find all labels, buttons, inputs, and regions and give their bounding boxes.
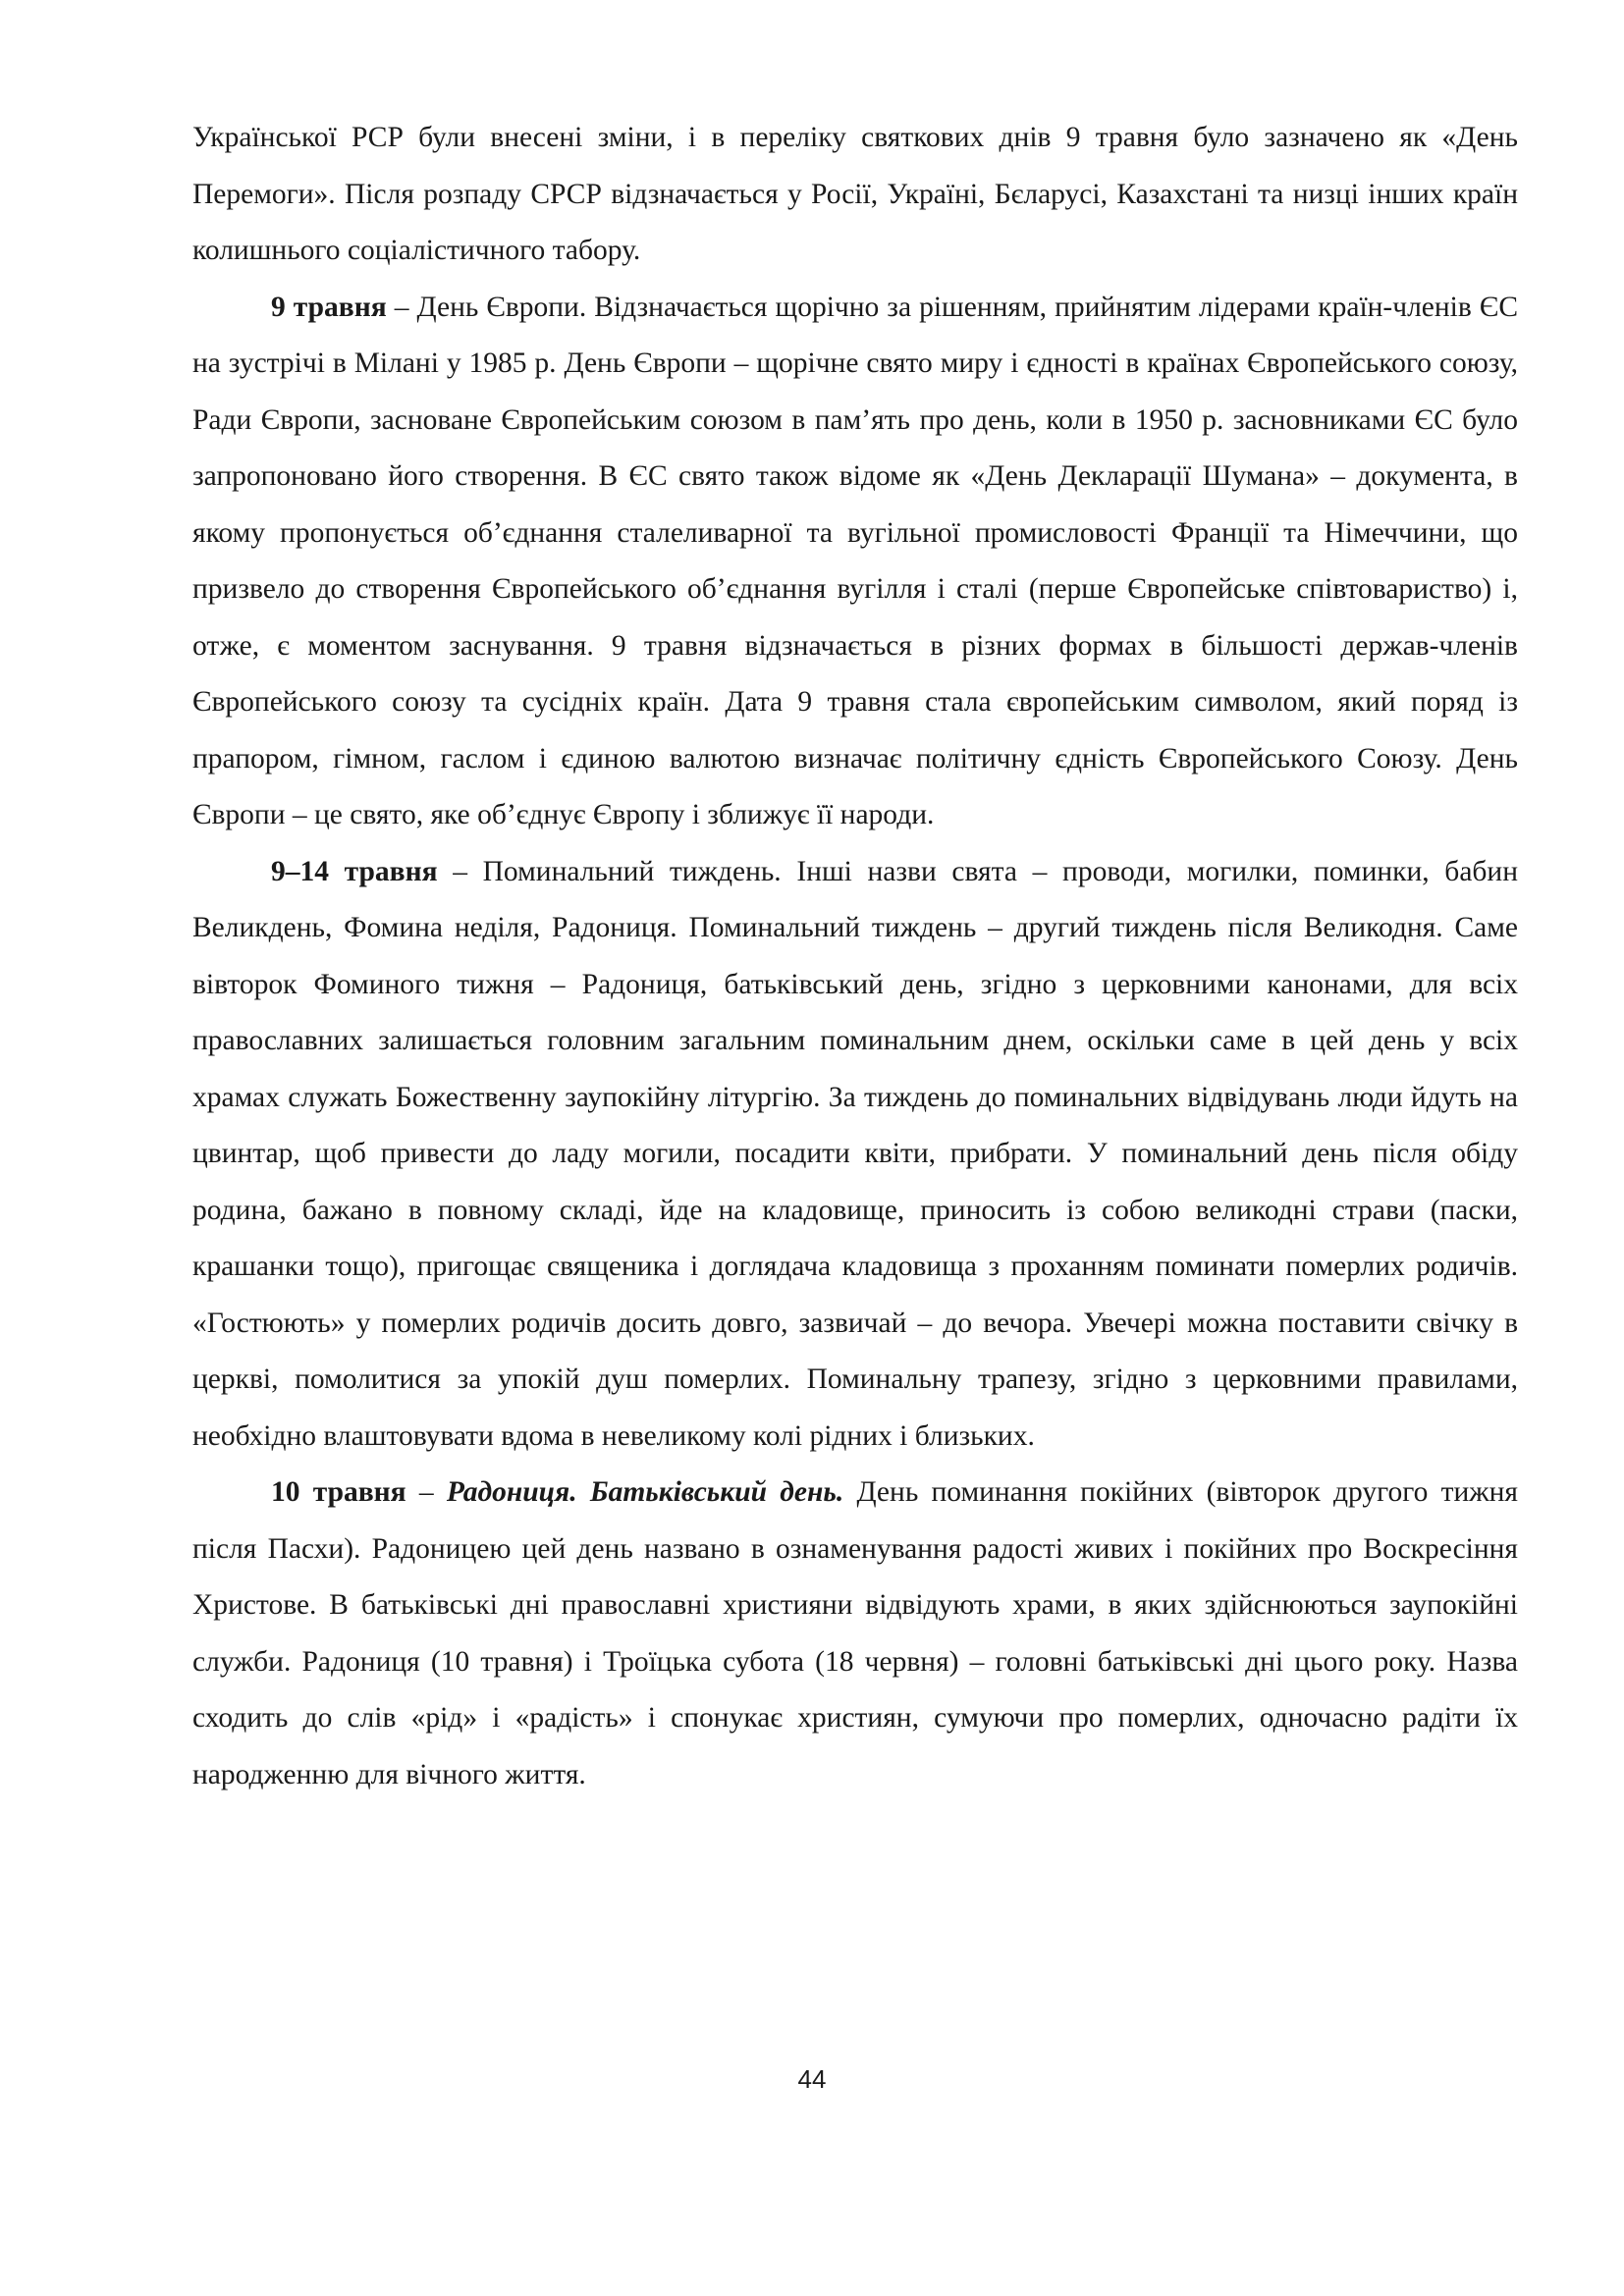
dash-separator: – xyxy=(406,1476,447,1508)
paragraph-body: День поминання покійних (вівторок другого тижня після Пасхи). Радоницею цей день названо в ознаменування радості живих і покійних про Воскресіння Христове. В батьківські дні православні християни відвідують храми, в яких здійснюються заупокійні служби. Радониця (10 травня) і Троїцька субота (18 червня) – головні батьківські дні цього року. Назва сходить до слів «рід» і «радість» і спонукає християн, сумуючи про померлих, одночасно радіти їх народженню для вічного життя. xyxy=(192,1476,1518,1790)
paragraph-radonitsa xyxy=(192,1465,1518,1803)
paragraph-body: Поминальний тиждень. Інші назви свята – проводи, могилки, поминки, бабин Великдень, Фомина неділя, Радониця. Поминальний тиждень – другий тиждень після Великодня. Саме вівторок Фоминого тижня – Радониця, батьківський день, згідно з церковними канонами, для всіх православних залишається головним загальним поминальним днем, оскільки саме в цей день у всіх храмах служать Божественну заупокійну літургію. За тиждень до поминальних відвідувань люди йдуть на цвинтар, щоб привести до ладу могили, посадити квіти, прибрати. У поминальний день після обіду родина, бажано в повному складі, йде на кладовище, приносить із собою великодні страви (паски, крашанки тощо), пригощає священика і доглядача кладовища з проханням поминати померлих родичів. «Гостюють» у померлих родичів досить довго, зазвичай – до вечора. Увечері можна поставити свічку в церкві, помолитися за упокій душ померлих. Поминальну трапезу, згідно з церковними правилами, необхідно влаштовувати вдома в невеликому колі рідних і близьких. xyxy=(192,855,1518,1452)
date-heading: 10 травня xyxy=(271,1476,406,1508)
paragraph-europe-day xyxy=(192,280,1518,844)
dash-separator: – xyxy=(386,291,417,323)
paragraph-body: Української РСР були внесені зміни, і в переліку святкових днів 9 травня було зазначено як «День Перемоги». Після розпаду СРСР відзначається у Росії, Україні, Бєларусі, Казахстані та низці інших країн колишнього соціалістичного табору. xyxy=(192,122,1518,266)
paragraph-memorial-week xyxy=(192,844,1518,1466)
paragraph-continuation xyxy=(192,110,1518,280)
date-heading: 9–14 травня xyxy=(271,855,438,887)
page-number: 44 xyxy=(797,2064,827,2094)
document-page xyxy=(192,110,1518,1803)
dash-separator: – xyxy=(437,855,483,887)
paragraph-body: День Європи. Відзначається щорічно за рішенням, прийнятим лідерами країн-членів ЄС на зустрічі в Мілані у 1985 р. День Європи – щорічне свято миру і єдності в країнах Європейського союзу, Ради Європи, засноване Європейським союзом в пам’ять про день, коли в 1950 р. засновниками ЄС було запропоновано його створення. В ЄС свято також відоме як «День Декларації Шумана» – документа, в якому пропонується об’єднання сталеливарної та вугільної промисловості Франції та Німеччини, що призвело до створення Європейського об’єднання вугілля і сталі (перше Європейське співтовариство) і, отже, є моментом заснування. 9 травня відзначається в різних формах в більшості держав-членів Європейського союзу та сусідніх країн. Дата 9 травня стала європейським символом, який поряд із прапором, гімном, гаслом і єдиною валютою визначає політичну єдність Європейського Союзу. День Європи – це свято, яке об’єднує Європу і зближує її народи. xyxy=(192,291,1518,830)
date-heading: 9 травня xyxy=(271,291,387,323)
holiday-title: Радониця. Батьківський день. xyxy=(446,1476,844,1508)
